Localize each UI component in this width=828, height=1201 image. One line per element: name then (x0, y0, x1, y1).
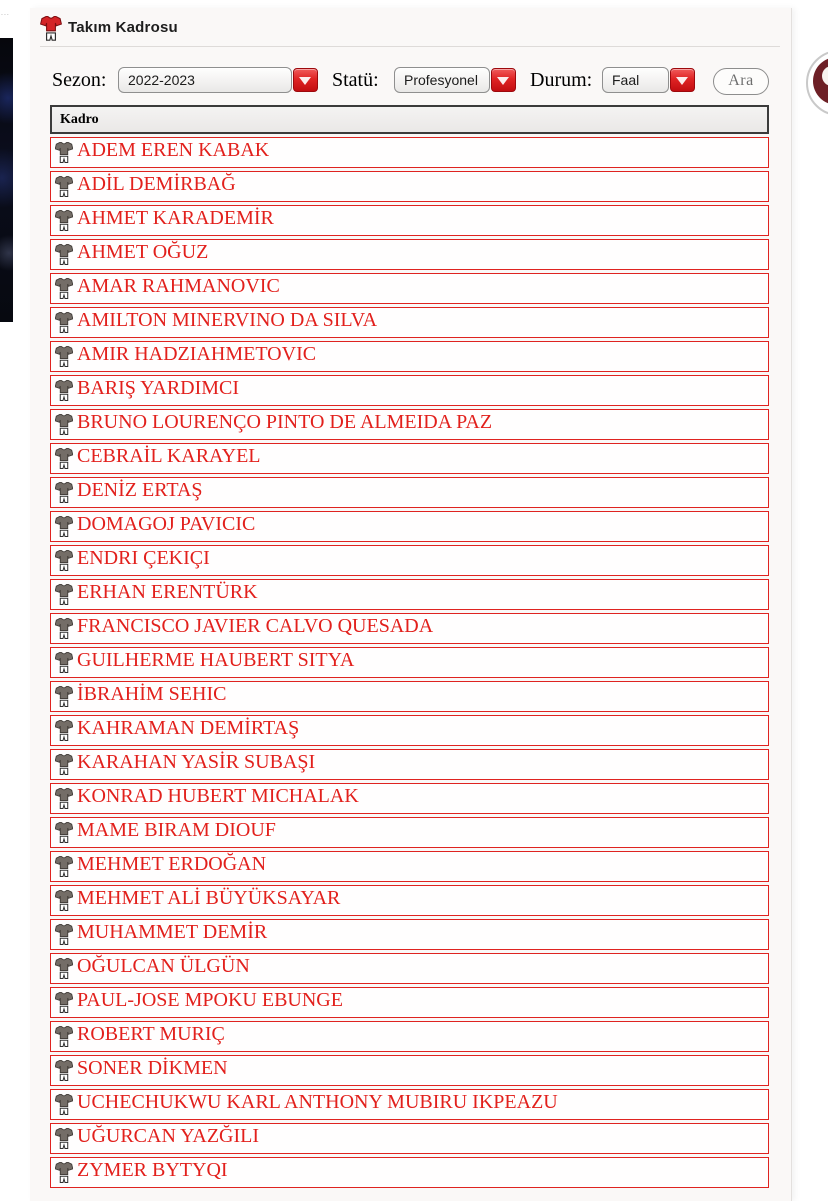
player-name[interactable]: AHMET KARADEMİR (77, 207, 274, 229)
player-name[interactable]: DENİZ ERTAŞ (77, 479, 203, 501)
player-name[interactable]: MUHAMMET DEMİR (77, 921, 268, 943)
player-name[interactable]: FRANCISCO JAVIER CALVO QUESADA (77, 615, 434, 637)
table-row[interactable] (50, 919, 769, 950)
background-window-image (0, 38, 13, 322)
player-name[interactable]: BARIŞ YARDIMCI (77, 377, 240, 399)
table-row[interactable] (50, 443, 769, 474)
table-row[interactable] (50, 817, 769, 848)
table-row[interactable] (50, 511, 769, 542)
season-label: Sezon: (52, 69, 107, 91)
table-row[interactable] (50, 885, 769, 916)
table-row[interactable] (50, 851, 769, 882)
table-row[interactable] (50, 409, 769, 440)
jersey-icon (55, 1026, 73, 1048)
player-name[interactable]: UCHECHUKWU KARL ANTHONY MUBIRU IKPEAZU (77, 1091, 558, 1113)
state-select-arrow-button[interactable] (670, 68, 695, 92)
jersey-icon (55, 1128, 73, 1150)
season-select-arrow-button[interactable] (293, 68, 318, 92)
panel-header (30, 8, 791, 46)
jersey-icon (55, 278, 73, 300)
player-name[interactable]: OĞULCAN ÜLGÜN (77, 955, 250, 977)
player-name[interactable]: KAHRAMAN DEMİRTAŞ (77, 717, 300, 739)
table-row[interactable] (50, 273, 769, 304)
table-row[interactable] (50, 205, 769, 236)
player-name[interactable]: ADEM EREN KABAK (77, 139, 270, 161)
table-row[interactable] (50, 647, 769, 678)
jersey-icon (55, 244, 73, 266)
jersey-icon (55, 890, 73, 912)
player-name[interactable]: AHMET OĞUZ (77, 241, 209, 263)
jersey-icon (55, 1060, 73, 1082)
player-name[interactable]: CEBRAİL KARAYEL (77, 445, 261, 467)
jersey-icon (55, 992, 73, 1014)
search-button[interactable]: Ara (713, 68, 769, 95)
chevron-down-icon (299, 77, 311, 85)
jersey-icon (55, 482, 73, 504)
season-select[interactable]: 2022-2023 (118, 67, 292, 93)
jersey-icon (55, 516, 73, 538)
player-name[interactable]: İBRAHİM SEHIC (77, 683, 227, 705)
club-logo (806, 50, 828, 116)
state-select[interactable]: Faal (602, 67, 669, 93)
table-row[interactable] (50, 1021, 769, 1052)
table-row[interactable] (50, 307, 769, 338)
player-name[interactable]: ADİL DEMİRBAĞ (77, 173, 236, 195)
jersey-icon (55, 1094, 73, 1116)
table-row[interactable] (50, 681, 769, 712)
table-row[interactable] (50, 715, 769, 746)
player-name[interactable]: MEHMET ALİ BÜYÜKSAYAR (77, 887, 341, 909)
player-name[interactable]: ENDRI ÇEKIÇI (77, 547, 210, 569)
jersey-icon (55, 618, 73, 640)
chevron-down-icon (676, 77, 688, 85)
jersey-icon (55, 584, 73, 606)
jersey-icon (55, 346, 73, 368)
jersey-icon (55, 380, 73, 402)
table-row[interactable] (50, 545, 769, 576)
header-divider (40, 46, 780, 47)
jersey-icon (55, 924, 73, 946)
jersey-icon (55, 720, 73, 742)
player-name[interactable]: KARAHAN YASİR SUBAŞI (77, 751, 316, 773)
table-row[interactable] (50, 137, 769, 168)
jersey-icon (55, 856, 73, 878)
jersey-icon-red (40, 16, 62, 42)
jersey-icon (55, 312, 73, 334)
table-row[interactable] (50, 1055, 769, 1086)
table-row[interactable] (50, 341, 769, 372)
table-row[interactable] (50, 1089, 769, 1120)
table-row[interactable] (50, 579, 769, 610)
player-name[interactable]: ROBERT MURIÇ (77, 1023, 225, 1045)
status-select[interactable]: Profesyonel (394, 67, 490, 93)
jersey-icon (55, 754, 73, 776)
table-body (50, 137, 769, 1188)
jersey-icon (55, 414, 73, 436)
table-row[interactable] (50, 1157, 769, 1188)
jersey-icon (55, 142, 73, 164)
player-name[interactable]: DOMAGOJ PAVICIC (77, 513, 256, 535)
table-row[interactable] (50, 477, 769, 508)
background-window-text: ... (1, 10, 10, 17)
player-name[interactable]: BRUNO LOURENÇO PINTO DE ALMEIDA PAZ (77, 411, 493, 433)
player-name[interactable]: AMILTON MINERVINO DA SILVA (77, 309, 378, 331)
state-label: Durum: (530, 69, 593, 91)
player-name[interactable]: SONER DİKMEN (77, 1057, 228, 1079)
player-name[interactable]: UĞURCAN YAZĞILI (77, 1125, 260, 1147)
jersey-icon (55, 822, 73, 844)
player-name[interactable]: ERHAN ERENTÜRK (77, 581, 258, 603)
table-row[interactable] (50, 953, 769, 984)
player-name[interactable]: PAUL-JOSE MPOKU EBUNGE (77, 989, 343, 1011)
player-name[interactable]: AMAR RAHMANOVIC (77, 275, 280, 297)
team-squad-panel (30, 8, 792, 1201)
chevron-down-icon (497, 77, 509, 85)
jersey-icon (55, 550, 73, 572)
squad-table (50, 105, 769, 1191)
table-row[interactable] (50, 987, 769, 1018)
status-select-arrow-button[interactable] (491, 68, 516, 92)
table-row[interactable] (50, 783, 769, 814)
player-name[interactable]: AMIR HADZIAHMETOVIC (77, 343, 317, 365)
table-row[interactable] (50, 375, 769, 406)
jersey-icon (55, 958, 73, 980)
jersey-icon (55, 448, 73, 470)
page-title: Takım Kadrosu (68, 19, 178, 36)
jersey-icon (55, 210, 73, 232)
table-row[interactable] (50, 171, 769, 202)
jersey-icon (55, 652, 73, 674)
jersey-icon (55, 1162, 73, 1184)
player-name[interactable]: MAME BIRAM DIOUF (77, 819, 276, 841)
player-name[interactable]: MEHMET ERDOĞAN (77, 853, 267, 875)
jersey-icon (55, 176, 73, 198)
table-row[interactable] (50, 749, 769, 780)
table-header-kadro: Kadro (50, 105, 769, 134)
player-name[interactable]: GUILHERME HAUBERT SITYA (77, 649, 355, 671)
player-name[interactable]: KONRAD HUBERT MICHALAK (77, 785, 359, 807)
player-name[interactable]: ZYMER BYTYQI (77, 1159, 228, 1181)
table-row[interactable] (50, 239, 769, 270)
jersey-icon (55, 686, 73, 708)
table-row[interactable] (50, 1123, 769, 1154)
table-row[interactable] (50, 613, 769, 644)
status-label: Statü: (332, 69, 379, 91)
jersey-icon (55, 788, 73, 810)
